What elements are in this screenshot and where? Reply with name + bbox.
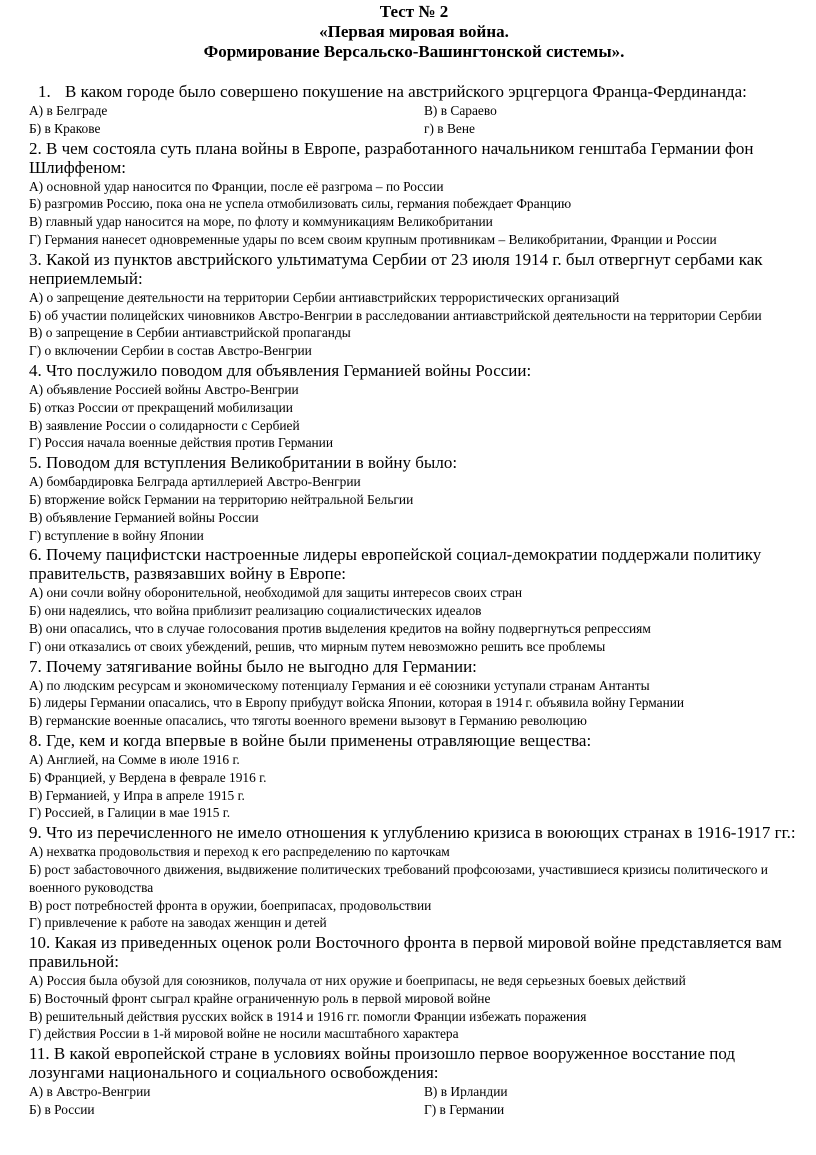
question-1-options-row-1 (29, 102, 799, 120)
question-11-options-row-1 (29, 1083, 799, 1101)
question-1-option-g: г) в Вене (424, 120, 475, 136)
test-number-heading: Тест № 2 (379, 2, 449, 21)
question-3: 3. Какой из пунктов австрийского ультиматума Сербии от 23 июля 1914 г. был отвергнут сербами как неприемлемый: (29, 249, 763, 288)
question-3-option-a: А) о запрещение деятельности на территории Сербии антиавстрийских террористических организаций (29, 289, 620, 305)
test-subtopic-heading: Формирование Версальско-Вашингтонской системы». (203, 42, 625, 61)
question-4: 4. Что послужило поводом для объявления Германией войны России: (29, 360, 532, 380)
question-2-option-v: В) главный удар наносится на море, по флоту и коммуникациям Великобритании (29, 214, 493, 230)
question-6: 6. Почему пацифистски настроенные лидеры европейской социал-демократии поддержали политику правительств, развязавших войну в Европе: (29, 545, 762, 584)
question-6-option-a: А) они сочли войну оборонительной, необходимой для защиты интересов своих стран (29, 585, 523, 601)
question-7-option-b: Б) лидеры Германии опасались, что в Европу прибудут войска Японии, которая в 1914 г. объявила войну Германии (29, 695, 685, 711)
question-6-option-v: В) они опасались, что в случае голосования против выделения кредитов на войну подвергнуться репрессиям (29, 620, 651, 636)
question-1 (29, 82, 799, 101)
question-9-option-a: А) нехватка продовольствия и переход к его распределению по карточкам (29, 844, 450, 860)
question-11-option-b: Б) в России (29, 1102, 95, 1118)
question-9-option-g: Г) привлечение к работе на заводах женщин и детей (29, 915, 327, 931)
question-8-option-v: В) Германией, у Ипра в апреле 1915 г. (29, 787, 245, 803)
question-8-option-g: Г) Россией, в Галиции в мае 1915 г. (29, 805, 231, 821)
question-1-number: 1. (38, 82, 51, 101)
question-1-option-v: В) в Сараево (424, 103, 497, 118)
question-8: 8. Где, кем и когда впервые в войне были применены отравляющие вещества: (29, 730, 592, 750)
question-6-option-g: Г) они отказались от своих убеждений, решив, что мирным путем невозможно решить все проблемы (29, 638, 606, 654)
question-1-text: В каком городе было совершено покушение на австрийского эрцгерцога Франца-Фердинанда: (65, 82, 747, 101)
question-8-option-a: А) Англией, на Сомме в июле 1916 г. (29, 751, 240, 767)
question-11-option-a: А) в Австро-Венгрии (29, 1084, 151, 1100)
question-5-option-g: Г) вступление в войну Японии (29, 527, 204, 543)
question-9-option-b: Б) рост забастовочного движения, выдвижение политических требований профсоюзами, участившиеся кризисы политического и военного руководства (29, 861, 768, 895)
question-list (29, 82, 799, 1119)
question-5-option-v: В) объявление Германией войны России (29, 509, 259, 525)
question-2-option-g: Г) Германия нанесет одновременные удары по всем своим крупным противникам – Великобритании, Франции и России (29, 231, 717, 247)
question-4-option-a: А) объявление Россией войны Австро-Венгрии (29, 381, 299, 397)
question-3-option-b: Б) об участии полицейских чиновников Австро-Венгрии в расследовании антиавстрийской деятельности на территории Сербии (29, 307, 762, 323)
question-2: 2. В чем состояла суть плана войны в Европе, разработанного начальником генштаба Германии фон Шлиффеном: (29, 138, 754, 177)
question-11-option-g: Г) в Германии (424, 1102, 505, 1118)
question-4-option-b: Б) отказ России от прекращений мобилизации (29, 399, 293, 415)
question-3-option-v: В) о запрещение в Сербии антиавстрийской пропаганды (29, 325, 351, 341)
question-2-option-b: Б) разгромив Россию, пока она не успела отмобилизовать силы, германия побеждает Францию (29, 196, 572, 212)
question-5-option-a: А) бомбардировка Белграда артиллерией Австро-Венгрии (29, 474, 361, 490)
question-6-option-b: Б) они надеялись, что война приблизит реализацию социалистических идеалов (29, 603, 482, 619)
question-1-option-a: А) в Белграде (29, 103, 108, 118)
test-document (29, 0, 799, 1119)
question-1-option-b: Б) в Кракове (29, 120, 101, 136)
question-3-option-g: Г) о включении Сербии в состав Австро-Венгрии (29, 343, 312, 359)
question-5-option-b: Б) вторжение войск Германии на территорию нейтральной Бельгии (29, 491, 414, 507)
question-10-option-a: А) Россия была обузой для союзников, получала от них оружие и боеприпасы, не ведя серьезных боевых действий (29, 973, 686, 989)
test-topic-heading: «Первая мировая война. (319, 22, 509, 41)
question-7-option-v: В) германские военные опасались, что тяготы военного времени вызовут в Германию революцию (29, 713, 587, 729)
question-11-options-row-2 (29, 1101, 799, 1119)
question-7: 7. Почему затягивание войны было не выгодно для Германии: (29, 656, 477, 676)
question-5: 5. Поводом для вступления Великобритании в войну было: (29, 453, 458, 473)
question-10-option-v: В) решительный действия русских войск в 1914 и 1916 гг. помогли Франции избежать поражения (29, 1008, 587, 1024)
question-9: 9. Что из перечисленного не имело отношения к углублению кризиса в воюющих странах в 1916-1917 гг.: (29, 823, 796, 843)
question-4-option-v: В) заявление России о солидарности с Сербией (29, 417, 300, 433)
question-2-option-a: А) основной удар наносится по Франции, после её разгрома – по России (29, 178, 444, 194)
question-10-option-g: Г) действия России в 1-й мировой войне не носили масштабного характера (29, 1026, 459, 1042)
question-10-option-b: Б) Восточный фронт сыграл крайне ограниченную роль в первой мировой войне (29, 990, 491, 1006)
question-8-option-b: Б) Францией, у Вердена в феврале 1916 г. (29, 769, 267, 785)
question-1-options-row-2 (29, 120, 799, 138)
question-10: 10. Какая из приведенных оценок роли Восточного фронта в первой мировой войне представляется вам правильной: (29, 933, 782, 972)
question-11-option-v: В) в Ирландии (424, 1084, 508, 1100)
question-4-option-g: Г) Россия начала военные действия против Германии (29, 435, 334, 451)
question-9-option-v: В) рост потребностей фронта в оружии, боеприпасах, продовольствии (29, 897, 432, 913)
question-7-option-a: А) по людским ресурсам и экономическому потенциалу Германия и её союзники уступали странам Антанты (29, 677, 650, 693)
question-11: 11. В какой европейской стране в условиях войны произошло первое вооруженное восстание под лозунгами национального и социального освобождения: (29, 1044, 736, 1083)
